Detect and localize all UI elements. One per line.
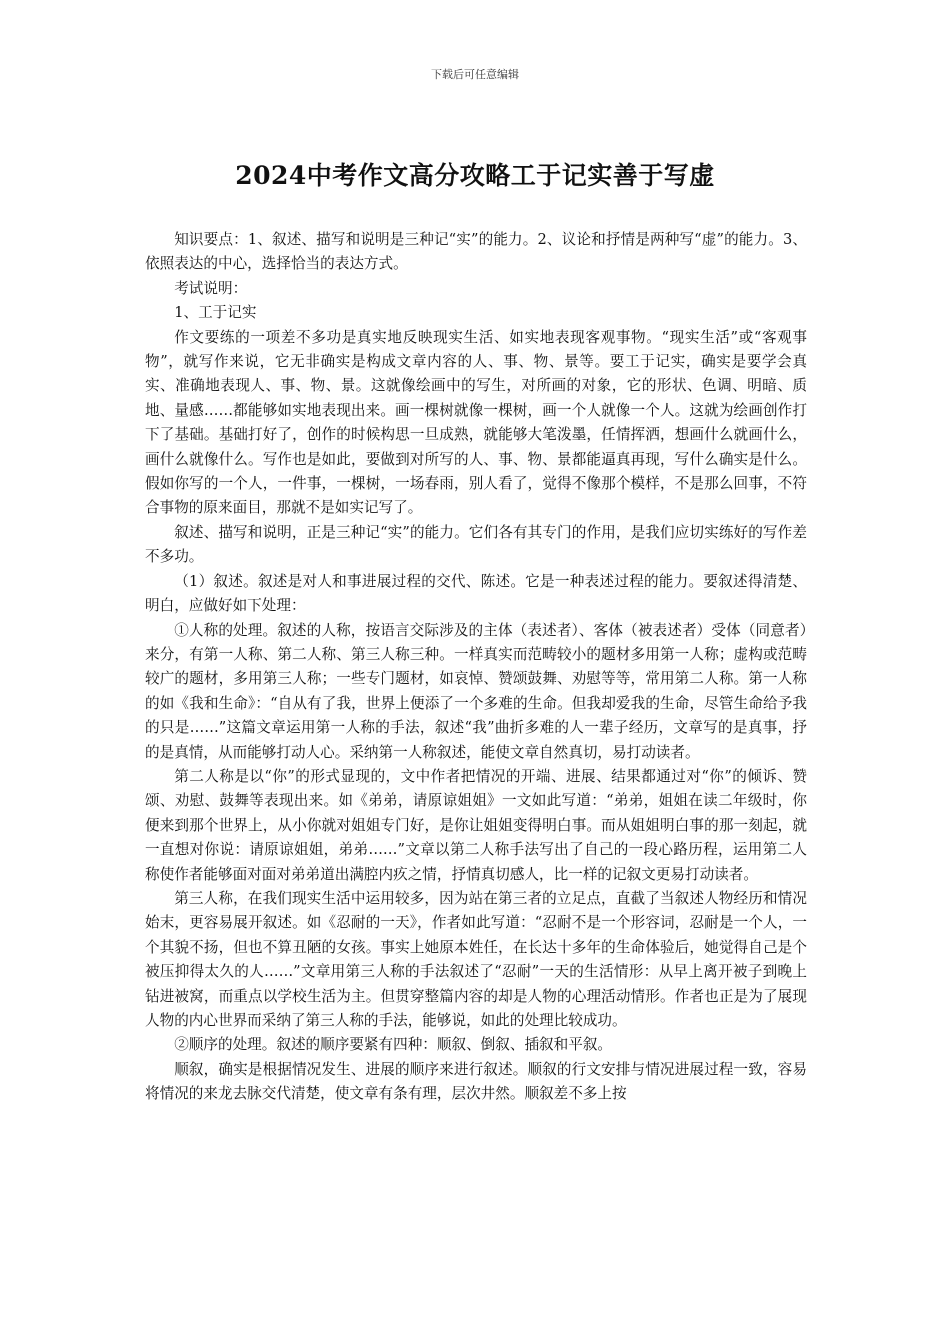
paragraph: ①人称的处理。叙述的人称，按语言交际涉及的主体（表述者）、客体（被表述者）受体（同意者）来分，有第一人称、第二人称、第三人称三种。一样真实而范畴较小的题材多用第一人称；虚构或范畴较广的题材，多用第三人称；一些专门题材，如哀悼、赞颂鼓舞、劝慰等等，常用第二人称。第一人称的如《我和生命》：“自从有了我，世界上便添了一个多难的生命。但我却爱我的生命，尽管生命给予我的只是……”这篇文章运用第一人称的手法，叙述“我”曲折多难的人一辈子经历，文章写的是真事，抒的是真情，从而能够打动人心。采纳第一人称叙述，能使文章自然真切，易打动读者。 <box>145 621 807 761</box>
paragraph: 考试说明： <box>174 279 248 297</box>
document-title: 2024中考作文高分攻略工于记实善于写虚 <box>235 161 715 190</box>
paragraph: 顺叙，确实是根据情况发生、进展的顺序来进行叙述。顺叙的行文安排与情况进展过程一致，容易将情况的来龙去脉交代清楚，使文章有条有理，层次井然。顺叙差不多上按 <box>145 1060 807 1103</box>
paragraph: （1）叙述。叙述是对人和事进展过程的交代、陈述。它是一种表述过程的能力。要叙述得清楚、明白，应做好如下处理： <box>145 572 807 615</box>
paragraph: 第三人称，在我们现实生活中运用较多，因为站在第三者的立足点，直截了当叙述人物经历和情况始末，更容易展开叙述。如《忍耐的一天》，作者如此写道：“忍耐不是一个形容词，忍耐是一个人，一个其貌不扬，但也不算丑陋的女孩。事实上她原本姓任，在长达十多年的生命体验后，她觉得自己是个被压抑得太久的人……”文章用第三人称的手法叙述了“忍耐”一天的生活情形：从早上离开被子到晚上钻进被窝，而重点以学校生活为主。但贯穿整篇内容的却是人物的心理活动情形。作者也正是为了展现人物的内心世界而采纳了第三人称的手法，能够说，如此的处理比较成功。 <box>145 889 807 1029</box>
page-header: 下载后可任意编辑 <box>431 68 519 81</box>
paragraph: 作文要练的一项差不多功是真实地反映现实生活、如实地表现客观事物。“现实生活”或“客观事物”，就写作来说，它无非确实是构成文章内容的人、事、物、景等。要工于记实，确实是要学会真实、准确地表现人、事、物、景。这就像绘画中的写生，对所画的对象，它的形状、色调、明暗、质地、量感……都能够如实地表现出来。画一棵树就像一棵树，画一个人就像一个人。这就为绘画创作打下了基础。基础打好了，创作的时候构思一旦成熟，就能够大笔泼墨，任情挥洒，想画什么就画什么，画什么就像什么。写作也是如此，要做到对所写的人、事、物、景都能逼真再现，写什么确实是什么。假如你写的一个人，一件事，一棵树，一场春雨，别人看了，觉得不像那个模样，不是那么回事，不符合事物的原来面目，那就不是如实记写了。 <box>145 328 807 517</box>
paragraph: 1、工于记实 <box>174 304 257 322</box>
paragraph: 知识要点：1、叙述、描写和说明是三种记“实”的能力。2、议论和抒情是两种写“虚”的能力。3、依照表达的中心，选择恰当的表达方式。 <box>145 231 807 273</box>
paragraph: ②顺序的处理。叙述的顺序要紧有四种：顺叙、倒叙、插叙和平叙。 <box>174 1036 613 1054</box>
paragraph: 第二人称是以“你”的形式显现的，文中作者把情况的开端、进展、结果都通过对“你”的倾诉、赞颂、劝慰、鼓舞等表现出来。如《弟弟，请原谅姐姐》一文如此写道：“弟弟，姐姐在读二年级时，你便来到那个世界上，从小你就对姐姐专门好，是你让姐姐变得明白事。而从姐姐明白事的那一刻起，就一直想对你说：请原谅姐姐，弟弟……”文章以第二人称手法写出了自己的一段心路历程，运用第二人称使作者能够面对面对弟弟道出满腔内疚之情，抒情真切感人，比一样的记叙文更易打动读者。 <box>145 767 807 883</box>
paragraph: 叙述、描写和说明，正是三种记“实”的能力。它们各有其专门的作用，是我们应切实练好的写作差不多功。 <box>145 523 807 566</box>
document-body <box>145 228 807 1107</box>
